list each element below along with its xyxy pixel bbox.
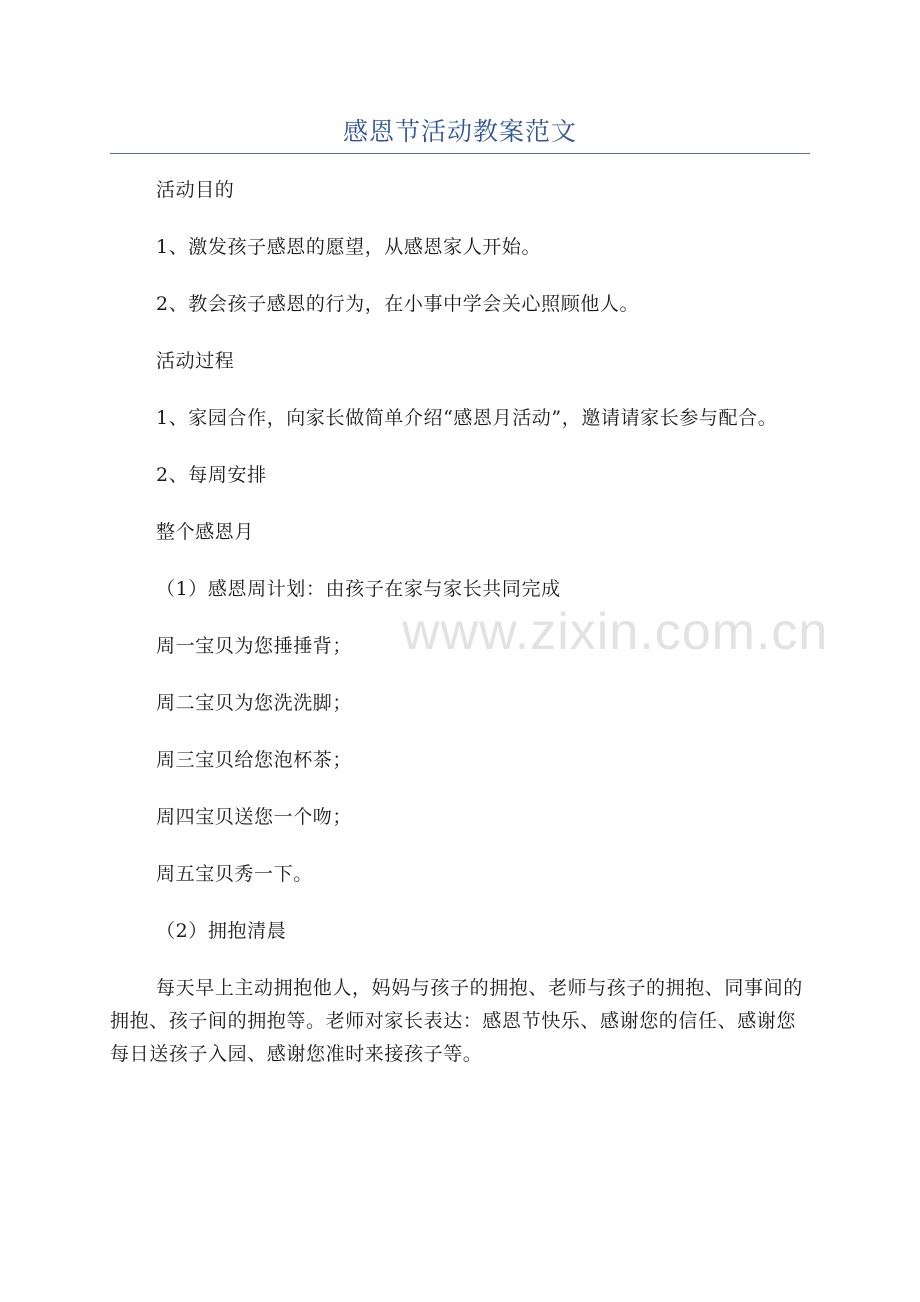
plan-thursday: 周四宝贝送您一个吻； <box>156 806 353 828</box>
purpose-item-2: 2、教会孩子感恩的行为，在小事中学会关心照顾他人。 <box>156 293 640 315</box>
process-item-2: 2、每周安排 <box>156 464 267 486</box>
page-title: 感恩节活动教案范文 <box>342 117 577 146</box>
process-item-1: 1、家园合作，向家长做简单介绍“感恩月活动”，邀请请家长参与配合。 <box>156 407 778 429</box>
purpose-item-1: 1、激发孩子感恩的愿望，从感恩家人开始。 <box>156 236 542 258</box>
plan-wednesday: 周三宝贝给您泡杯茶； <box>156 749 353 771</box>
morning-hug-description: 每天早上主动拥抱他人，妈妈与孩子的拥抱、老师与孩子的拥抱、同事间的拥抱、孩子间的拥抱等。老师对家长表达：感恩节快乐、感谢您的信任、感谢您每日送孩子入园、感谢您准时来接孩子等。 <box>110 977 803 1065</box>
title-underline <box>110 153 810 154</box>
plan-monday: 周一宝贝为您捶捶背； <box>156 635 353 657</box>
document-body <box>110 174 810 1095</box>
weekly-plan-heading: （1）感恩周计划：由孩子在家与家长共同完成 <box>156 578 561 600</box>
section-heading-purpose: 活动目的 <box>156 179 235 201</box>
section-heading-process: 活动过程 <box>156 350 235 372</box>
plan-friday: 周五宝贝秀一下。 <box>156 863 313 885</box>
plan-tuesday: 周二宝贝为您洗洗脚； <box>156 692 353 714</box>
morning-hug-heading: （2）拥抱清晨 <box>156 920 287 942</box>
watermark: www.zixin.com.cn <box>402 603 829 661</box>
whole-month-label: 整个感恩月 <box>156 521 255 543</box>
